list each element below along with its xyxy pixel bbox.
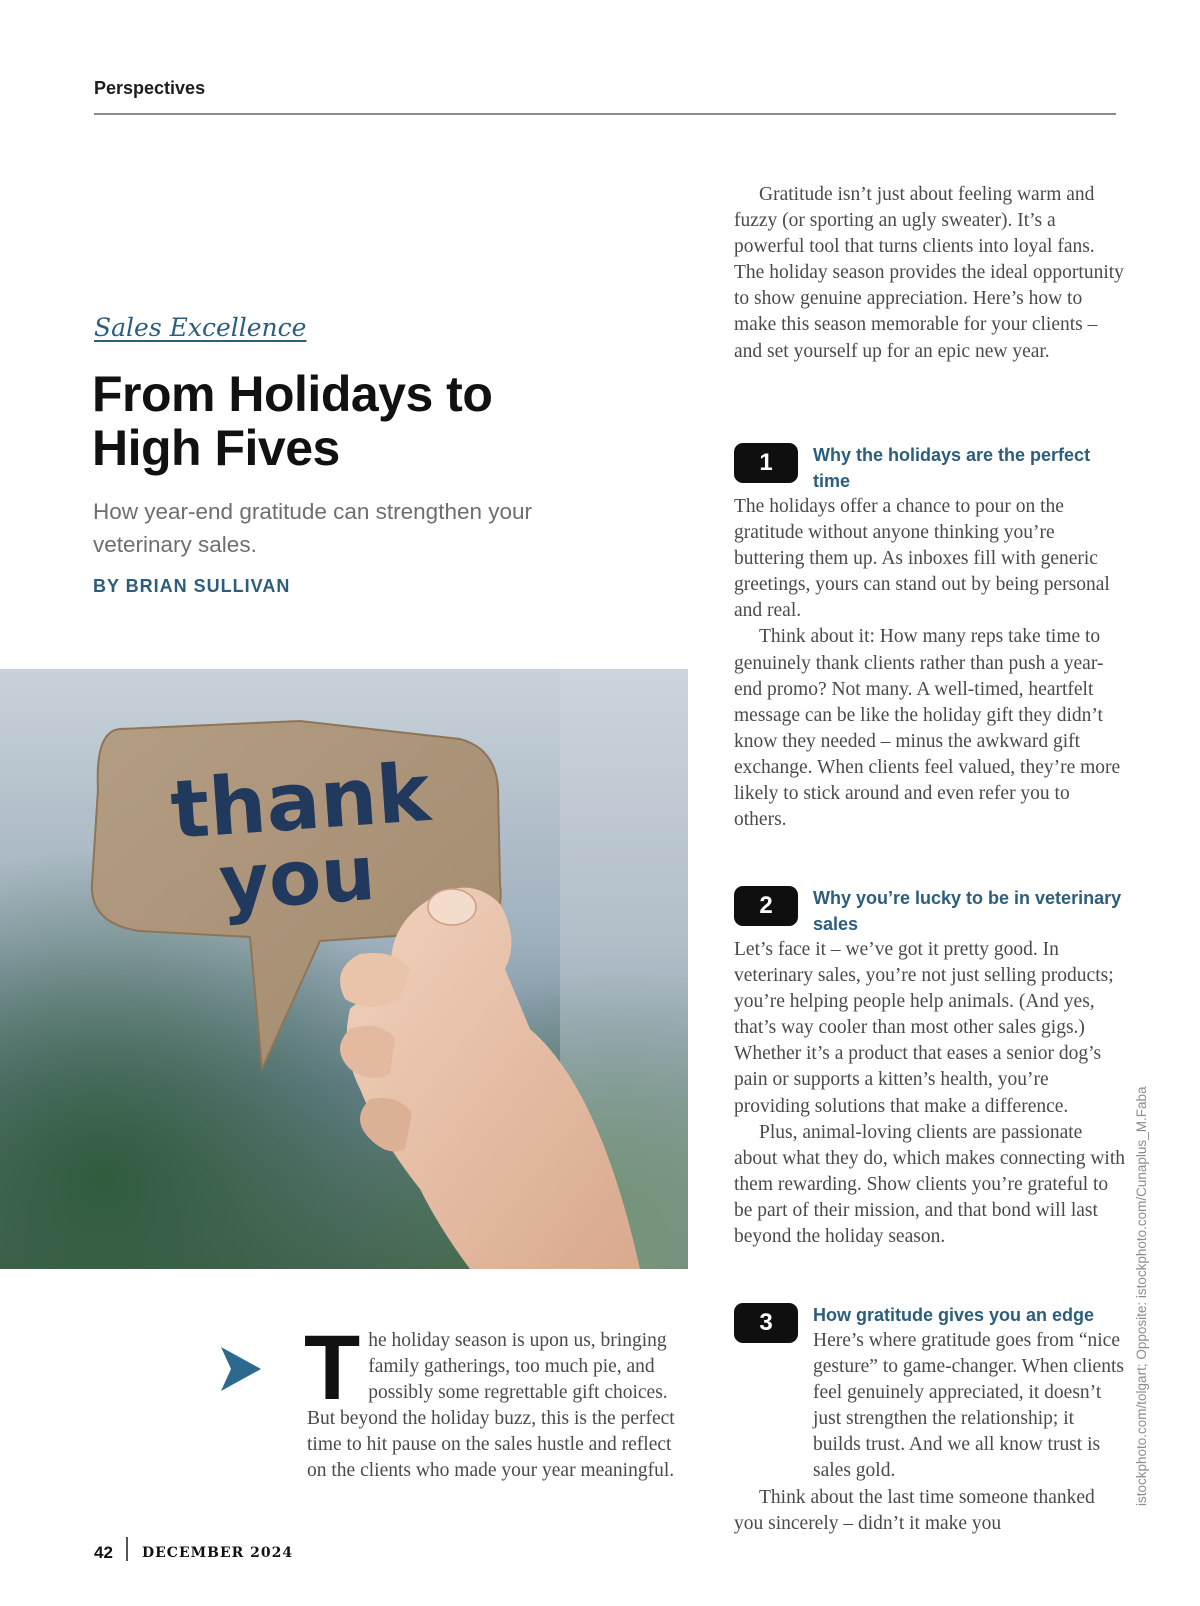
section-number-badge: 1 (734, 443, 798, 483)
section-title: How gratitude gives you an edge (813, 1305, 1095, 1325)
body-paragraph: Let’s face it – we’ve got it pretty good. In veterinary sales, you’re not just selling products; you’re helping people help animals. (And yes, that’s way cooler than most other sales gigs.) Whether it’s a product that eases a senior dog’s pain or supports a kitten’s health, you’re providing solutions that make a difference. (734, 939, 1114, 1117)
section-3-body (734, 1328, 1126, 1537)
section-1-heading (734, 442, 1126, 494)
body-paragraph: The holidays offer a chance to pour on the gratitude without anyone thinking you’re buttering them up. As inboxes fill with generic greetings, yours can stand out by being personal and real. (734, 496, 1110, 622)
lead-paragraph (304, 1317, 687, 1485)
article-subtitle: How year-end gratitude can strengthen your veterinary sales. (93, 499, 533, 557)
section-title: Why you’re lucky to be in veterinary sales (813, 888, 1122, 934)
body-paragraph: Think about the last time someone thanked you sincerely – didn’t it make you (734, 1486, 1095, 1534)
issue-date: DECEMBER 2024 (142, 1545, 294, 1561)
body-paragraph: Here’s where gratitude goes from “nice gesture” to game-changer. When clients feel genuinely appreciated, it doesn’t just strengthen the relationship; it builds trust. And we all know trust is sales gold. (813, 1330, 1124, 1482)
byline: BY BRIAN SULLIVAN (93, 576, 291, 596)
body-paragraph: Think about it: How many reps take time to genuinely thank clients rather than push a year-end promo? Not many. A well-timed, heartfelt message can be like the holiday gift they didn’t know they needed – minus the awkward gift exchange. When clients feel valued, they’re more likely to stick around and even refer you to others. (734, 626, 1121, 831)
section-1-body (734, 494, 1126, 833)
body-paragraph: Plus, animal-loving clients are passionate about what they do, which makes connecting with them rewarding. Show clients you’re grateful to be part of their mission, and that bond will last beyond the holiday season. (734, 1121, 1125, 1248)
article-title: From Holidays to High Fives (92, 366, 493, 476)
sign-word-1: thank (167, 745, 434, 857)
section-2-body (734, 937, 1126, 1250)
article-kicker[interactable]: Sales Excellence (94, 313, 307, 342)
photo-credit: istockphoto.com/tolgart; Opposite: istockphoto.com/Cunaplus_M.Faba (1134, 1086, 1149, 1506)
arrow-icon (219, 1345, 263, 1393)
section-number-badge: 2 (734, 886, 798, 926)
section-label: Perspectives (94, 78, 206, 98)
article-photo (0, 669, 688, 1269)
section-number-badge: 3 (734, 1303, 798, 1343)
lead-text: he holiday season is upon us, bringing family gatherings, too much pie, and possibly some regrettable gift choices. But beyond the holiday buzz, this is the perfect time to hit pause on the sales hustle and reflect on the clients who made your year meaningful. (307, 1330, 675, 1482)
thank-you-sign-photo (0, 669, 688, 1269)
section-title: Why the holidays are the perfect time (813, 445, 1091, 491)
section-2-heading (734, 885, 1126, 937)
intro-paragraph: Gratitude isn’t just about feeling warm and fuzzy (or sporting an ugly sweater). It’s a powerful tool that turns clients into loyal fans. The holiday season provides the ideal opportunity to show genuine appreciation. Here’s how to make this season memorable for your clients – and set yourself up for an epic new year. (734, 184, 1124, 362)
sign-word-2: you (216, 827, 378, 928)
header-divider (94, 113, 1116, 115)
footer-divider (126, 1537, 128, 1561)
drop-cap: T (304, 1317, 361, 1419)
page-number: 42 (94, 1543, 113, 1562)
